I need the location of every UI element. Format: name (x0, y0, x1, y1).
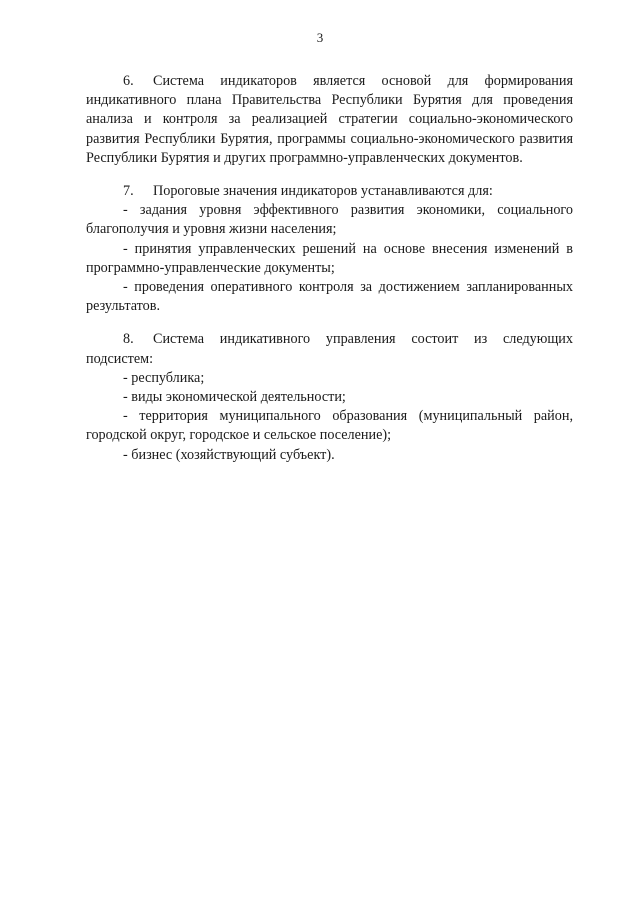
section-7 (86, 182, 573, 316)
document-body (86, 72, 573, 479)
section-text: Система индикативного управления состоит из следующих подсистем: (86, 331, 573, 367)
page-number: 3 (316, 30, 324, 45)
section-text: Система индикаторов является основой для формирования индикативного плана Правительства Республики Бурятия для проведения анализа и контроля за реализацией стратегии социально-экономического развития Республики Бурятия, программы социально-экономического развития Республики Бурятия и других программно-управленческих документов. (86, 73, 573, 166)
list-item: - проведения оперативного контроля за достижением запланированных результатов. (86, 279, 573, 315)
list-item: - республика; (123, 369, 205, 386)
section-7-text (86, 182, 573, 201)
section-text: Пороговые значения индикаторов устанавливаются для: (153, 183, 493, 200)
list-item: - территория муниципального образования (муниципальный район, городской округ, городское и сельское поселение); (86, 408, 573, 444)
list-item: - бизнес (хозяйствующий субъект). (123, 446, 335, 463)
section-number: 7. (123, 183, 134, 200)
section-number: 8. (123, 331, 134, 348)
section-number: 6. (123, 73, 134, 89)
section-8 (86, 330, 573, 464)
section-6-text (86, 72, 573, 168)
list-item: - задания уровня эффективного развития экономики, социального благополучия и уровня жизни населения; (86, 202, 573, 238)
list-item: - принятия управленческих решений на основе внесения изменений в программно-управленческие документы; (86, 240, 573, 276)
list-item: - виды экономической деятельности; (123, 389, 346, 406)
section-6 (86, 72, 573, 168)
section-8-text (86, 330, 573, 368)
